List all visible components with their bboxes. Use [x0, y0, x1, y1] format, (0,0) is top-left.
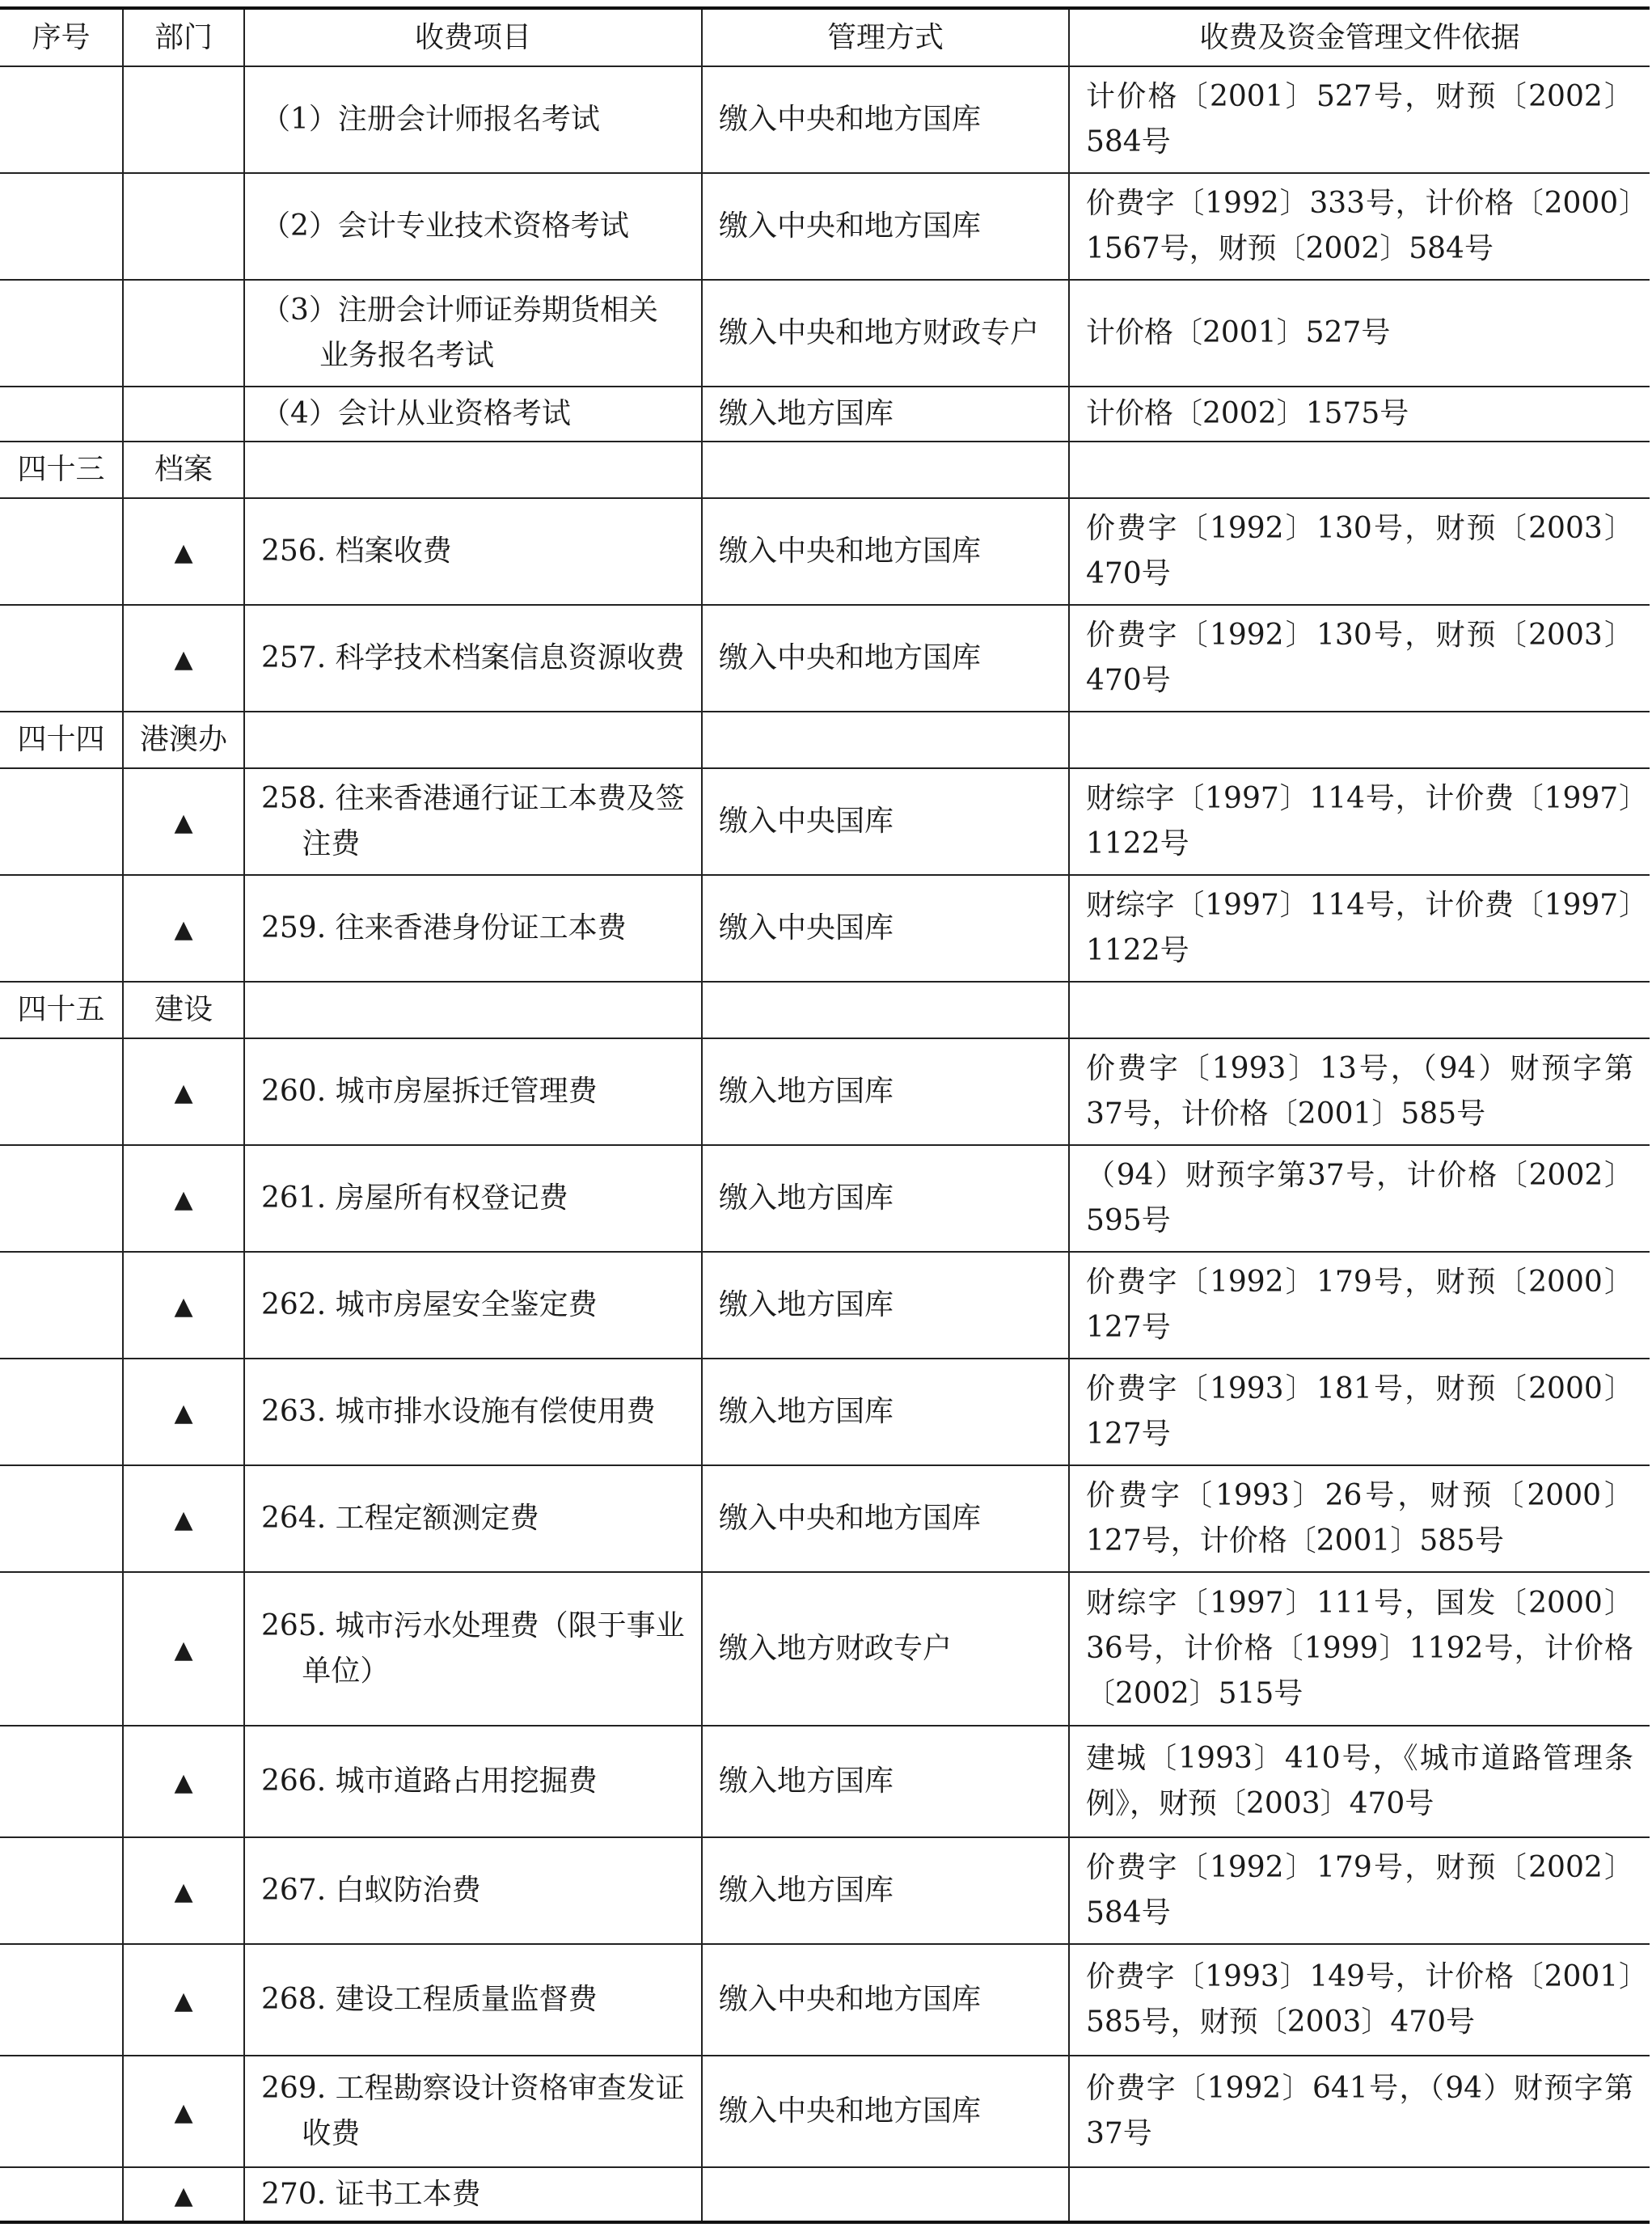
item-text: 264. 工程定额测定费 — [261, 1502, 539, 1535]
triangle-marker-icon: ▲ — [174, 645, 193, 674]
cell-item — [244, 1944, 702, 2056]
cell-dept — [123, 1145, 244, 1252]
cell-dept: 建设 — [123, 982, 244, 1038]
cell-mgmt — [702, 712, 1069, 768]
cell-dept — [123, 498, 244, 605]
table-row — [0, 173, 1650, 280]
triangle-marker-icon: ▲ — [174, 1769, 193, 1797]
cell-dept — [123, 173, 244, 280]
cell-dept — [123, 768, 244, 875]
cell-basis: 价费字〔1992〕130号，财预〔2003〕470号 — [1069, 605, 1650, 712]
cell-index — [0, 498, 123, 605]
cell-item — [244, 66, 702, 173]
cell-item — [244, 1726, 702, 1837]
cell-mgmt: 缴入中央和地方国库 — [702, 2056, 1069, 2167]
cell-mgmt: 缴入地方国库 — [702, 387, 1069, 442]
header-dept: 部门 — [123, 8, 244, 66]
cell-item — [244, 2056, 702, 2167]
item-text: 257. 科学技术档案信息资源收费 — [261, 641, 685, 674]
table-body — [0, 66, 1650, 2222]
cell-item — [244, 387, 702, 442]
cell-mgmt: 缴入中央和地方国库 — [702, 1944, 1069, 2056]
cell-basis: 财综字〔1997〕114号，计价费〔1997〕1122号 — [1069, 875, 1650, 982]
cell-basis: 价费字〔1992〕130号，财预〔2003〕470号 — [1069, 498, 1650, 605]
table-row — [0, 1359, 1650, 1465]
cell-dept — [123, 605, 244, 712]
item-text: 270. 证书工本费 — [261, 2177, 481, 2211]
item-text: （2）会计专业技术资格考试 — [261, 209, 629, 243]
item-text: 269. 工程勘察设计资格审查发证收费 — [261, 2072, 685, 2150]
cell-mgmt: 缴入中央和地方国库 — [702, 173, 1069, 280]
table-row — [0, 498, 1650, 605]
triangle-marker-icon: ▲ — [174, 915, 193, 944]
cell-index — [0, 875, 123, 982]
cell-index — [0, 1145, 123, 1252]
cell-mgmt: 缴入中央国库 — [702, 875, 1069, 982]
cell-basis: 财综字〔1997〕114号，计价费〔1997〕1122号 — [1069, 768, 1650, 875]
cell-mgmt: 缴入地方国库 — [702, 1837, 1069, 1944]
cell-dept — [123, 875, 244, 982]
cell-basis: 价费字〔1992〕333号，计价格〔2000〕1567号，财预〔2002〕584号 — [1069, 173, 1650, 280]
table-row — [0, 1726, 1650, 1837]
cell-item — [244, 1359, 702, 1465]
item-text: 259. 往来香港身份证工本费 — [261, 911, 627, 945]
cell-basis: 价费字〔1993〕26号，财预〔2000〕127号，计价格〔2001〕585号 — [1069, 1465, 1650, 1572]
cell-dept — [123, 2056, 244, 2167]
cell-item — [244, 982, 702, 1038]
table-row — [0, 387, 1650, 442]
cell-item — [244, 1837, 702, 1944]
header-item: 收费项目 — [244, 8, 702, 66]
cell-item — [244, 498, 702, 605]
cell-index — [0, 1252, 123, 1359]
triangle-marker-icon: ▲ — [174, 1292, 193, 1321]
department-row — [0, 712, 1650, 768]
cell-index — [0, 387, 123, 442]
cell-index: 四十三 — [0, 442, 123, 498]
triangle-marker-icon: ▲ — [174, 1079, 193, 1107]
triangle-marker-icon: ▲ — [174, 1506, 193, 1534]
cell-index — [0, 1359, 123, 1465]
cell-dept: 港澳办 — [123, 712, 244, 768]
cell-dept — [123, 280, 244, 387]
table-row — [0, 1572, 1650, 1726]
item-text: 260. 城市房屋拆迁管理费 — [261, 1075, 598, 1108]
cell-index — [0, 1572, 123, 1726]
cell-dept — [123, 1944, 244, 2056]
cell-item — [244, 442, 702, 498]
item-text: 256. 档案收费 — [261, 535, 452, 568]
cell-item — [244, 173, 702, 280]
triangle-marker-icon: ▲ — [174, 1878, 193, 1906]
item-text: 262. 城市房屋安全鉴定费 — [261, 1288, 598, 1321]
table-row — [0, 1944, 1650, 2056]
item-text: 267. 白蚁防治费 — [261, 1874, 481, 1907]
fee-table — [0, 6, 1650, 2224]
cell-item — [244, 768, 702, 875]
triangle-marker-icon: ▲ — [174, 1186, 193, 1214]
cell-index — [0, 2167, 123, 2222]
table-row — [0, 1465, 1650, 1572]
triangle-marker-icon: ▲ — [174, 539, 193, 567]
cell-dept — [123, 1465, 244, 1572]
cell-mgmt: 缴入中央和地方财政专户 — [702, 280, 1069, 387]
cell-dept — [123, 1726, 244, 1837]
item-text: 265. 城市污水处理费（限于事业单位） — [261, 1609, 685, 1688]
cell-index — [0, 1038, 123, 1145]
cell-index — [0, 1465, 123, 1572]
cell-index — [0, 1944, 123, 2056]
cell-item — [244, 1572, 702, 1726]
cell-basis: 价费字〔1993〕13号，（94）财预字第37号，计价格〔2001〕585号 — [1069, 1038, 1650, 1145]
item-text: 261. 房屋所有权登记费 — [261, 1181, 568, 1215]
cell-mgmt: 缴入地方国库 — [702, 1252, 1069, 1359]
cell-basis: （94）财预字第37号，计价格〔2002〕595号 — [1069, 1145, 1650, 1252]
cell-basis: 价费字〔1992〕179号，财预〔2002〕584号 — [1069, 1837, 1650, 1944]
header-basis: 收费及资金管理文件依据 — [1069, 8, 1650, 66]
cell-dept — [123, 1359, 244, 1465]
item-text: （3）注册会计师证券期货相关业务报名考试 — [261, 294, 658, 372]
cell-basis: 价费字〔1992〕641号，（94）财预字第37号 — [1069, 2056, 1650, 2167]
cell-basis: 计价格〔2002〕1575号 — [1069, 387, 1650, 442]
table-row — [0, 1252, 1650, 1359]
table-row — [0, 605, 1650, 712]
cell-index — [0, 66, 123, 173]
table-row — [0, 1145, 1650, 1252]
department-row — [0, 982, 1650, 1038]
cell-basis — [1069, 982, 1650, 1038]
cell-mgmt: 缴入地方国库 — [702, 1359, 1069, 1465]
cell-mgmt — [702, 442, 1069, 498]
cell-item — [244, 1038, 702, 1145]
cell-basis: 财综字〔1997〕111号，国发〔2000〕36号，计价格〔1999〕1192号，计价格〔2002〕515号 — [1069, 1572, 1650, 1726]
cell-item — [244, 2167, 702, 2222]
cell-basis — [1069, 2167, 1650, 2222]
cell-index: 四十四 — [0, 712, 123, 768]
cell-mgmt: 缴入地方财政专户 — [702, 1572, 1069, 1726]
table-row — [0, 2167, 1650, 2222]
table-row — [0, 1038, 1650, 1145]
item-text: 268. 建设工程质量监督费 — [261, 1983, 598, 2016]
cell-basis: 价费字〔1992〕179号，财预〔2000〕127号 — [1069, 1252, 1650, 1359]
triangle-marker-icon: ▲ — [174, 2181, 193, 2210]
cell-item — [244, 1465, 702, 1572]
item-text: 263. 城市排水设施有偿使用费 — [261, 1395, 656, 1428]
triangle-marker-icon: ▲ — [174, 2098, 193, 2127]
cell-basis: 价费字〔1993〕149号，计价格〔2001〕585号，财预〔2003〕470号 — [1069, 1944, 1650, 2056]
item-text: （4）会计从业资格考试 — [261, 397, 571, 430]
header-row — [0, 8, 1650, 66]
item-text: 266. 城市道路占用挖掘费 — [261, 1765, 598, 1798]
cell-dept — [123, 1572, 244, 1726]
cell-dept: 档案 — [123, 442, 244, 498]
cell-mgmt — [702, 982, 1069, 1038]
triangle-marker-icon: ▲ — [174, 809, 193, 837]
department-row — [0, 442, 1650, 498]
cell-mgmt: 缴入中央和地方国库 — [702, 605, 1069, 712]
cell-basis — [1069, 712, 1650, 768]
table-row — [0, 2056, 1650, 2167]
cell-index — [0, 1837, 123, 1944]
table-row — [0, 768, 1650, 875]
cell-mgmt — [702, 2167, 1069, 2222]
triangle-marker-icon: ▲ — [174, 1987, 193, 2015]
cell-item — [244, 280, 702, 387]
cell-dept — [123, 1038, 244, 1145]
cell-dept — [123, 2167, 244, 2222]
triangle-marker-icon: ▲ — [174, 1399, 193, 1427]
cell-index — [0, 280, 123, 387]
cell-mgmt: 缴入地方国库 — [702, 1038, 1069, 1145]
cell-basis — [1069, 442, 1650, 498]
cell-mgmt: 缴入中央和地方国库 — [702, 66, 1069, 173]
cell-basis: 价费字〔1993〕181号，财预〔2000〕127号 — [1069, 1359, 1650, 1465]
triangle-marker-icon: ▲ — [174, 1636, 193, 1664]
cell-dept — [123, 66, 244, 173]
cell-basis: 建城〔1993〕410号，《城市道路管理条例》，财预〔2003〕470号 — [1069, 1726, 1650, 1837]
cell-index — [0, 2056, 123, 2167]
table-row — [0, 875, 1650, 982]
cell-item — [244, 1145, 702, 1252]
cell-mgmt: 缴入地方国库 — [702, 1726, 1069, 1837]
cell-index — [0, 1726, 123, 1837]
cell-item — [244, 875, 702, 982]
cell-index — [0, 173, 123, 280]
cell-basis: 计价格〔2001〕527号 — [1069, 280, 1650, 387]
cell-item — [244, 605, 702, 712]
cell-mgmt: 缴入中央和地方国库 — [702, 498, 1069, 605]
cell-item — [244, 1252, 702, 1359]
item-text: 258. 往来香港通行证工本费及签注费 — [261, 782, 685, 860]
cell-mgmt: 缴入中央和地方国库 — [702, 1465, 1069, 1572]
cell-mgmt: 缴入地方国库 — [702, 1145, 1069, 1252]
cell-dept — [123, 387, 244, 442]
table-row — [0, 1837, 1650, 1944]
cell-index — [0, 768, 123, 875]
cell-item — [244, 712, 702, 768]
cell-index — [0, 605, 123, 712]
cell-index: 四十五 — [0, 982, 123, 1038]
cell-basis: 计价格〔2001〕527号，财预〔2002〕584号 — [1069, 66, 1650, 173]
header-index: 序号 — [0, 8, 123, 66]
cell-dept — [123, 1837, 244, 1944]
header-mgmt: 管理方式 — [702, 8, 1069, 66]
table-row — [0, 280, 1650, 387]
cell-mgmt: 缴入中央国库 — [702, 768, 1069, 875]
table-row — [0, 66, 1650, 173]
item-text: （1）注册会计师报名考试 — [261, 103, 600, 136]
cell-dept — [123, 1252, 244, 1359]
